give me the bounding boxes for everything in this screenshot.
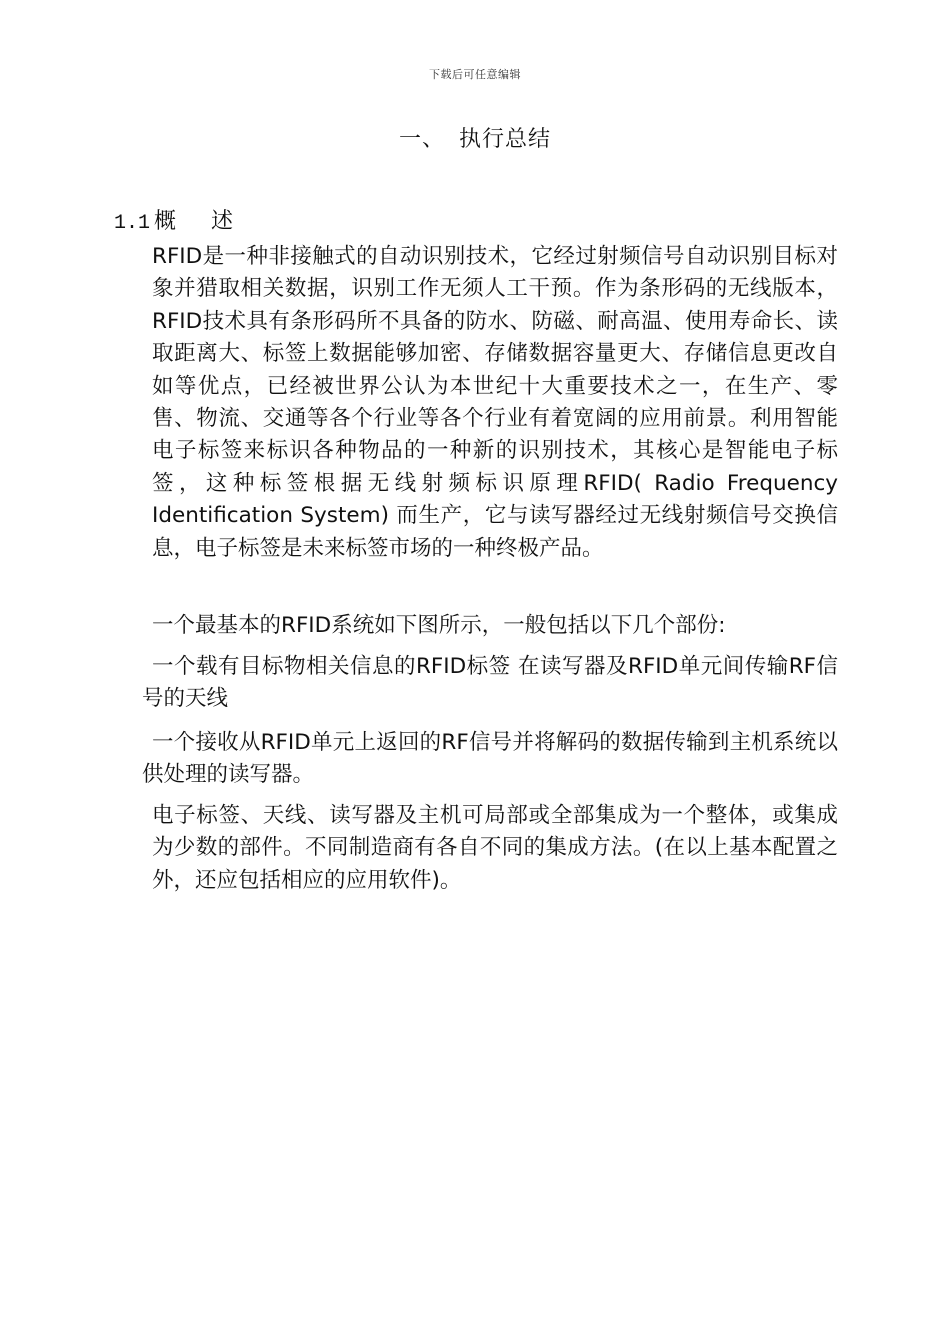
chapter-title: 执行总结 — [459, 127, 552, 152]
chapter-number: 一、 — [398, 127, 445, 152]
chapter-heading — [0, 122, 950, 153]
reader-paragraph: 一个接收从RFID单元上返回的RF信号并将解码的数据传输到主机系统以供处理的读写器。 — [142, 730, 838, 788]
section-number: 1.1 — [114, 212, 151, 235]
page-header-note: 下载后可任意编辑 — [429, 68, 521, 81]
section-title: 概 述 — [154, 209, 248, 234]
overview-paragraph: RFID是一种非接触式的自动识别技术，它经过射频信号自动识别目标对象并猎取相关数据，识别工作无须人工干预。作为条形码的无线版本，RFID技术具有条形码所不具备的防水、防磁、耐高温、使用寿命长、读取距离大、标签上数据能够加密、存储数据容量更大、存储信息更改自如等优点，已经被世界公认为本世纪十大重要技术之一，在生产、零售、物流、交通等各个行业等各个行业有着宽阔的应用前景。利用智能电子标签来标识各种物品的一种新的识别技术，其核心是智能电子标签，这种标签根据无线射频标识原理RFID( Radio Frequency Identification System) 而生产，它与读写器经过无线射频信号交换信息，电子标签是未来标签市场的一种终极产品。 — [152, 244, 838, 561]
integration-paragraph: 电子标签、天线、读写器及主机可局部或全部集成为一个整体，或集成为少数的部件。不同制造商有各自不同的集成方法。(在以上基本配置之外，还应包括相应的应用软件)。 — [152, 803, 838, 893]
section-heading — [114, 204, 247, 235]
tag-antenna-paragraph: 一个载有目标物相关信息的RFID标签 在读写器及RFID单元间传输RF信号的天线 — [142, 654, 838, 712]
system-intro-paragraph: 一个最基本的RFID系统如下图所示，一般包括以下几个部份: — [152, 613, 726, 638]
